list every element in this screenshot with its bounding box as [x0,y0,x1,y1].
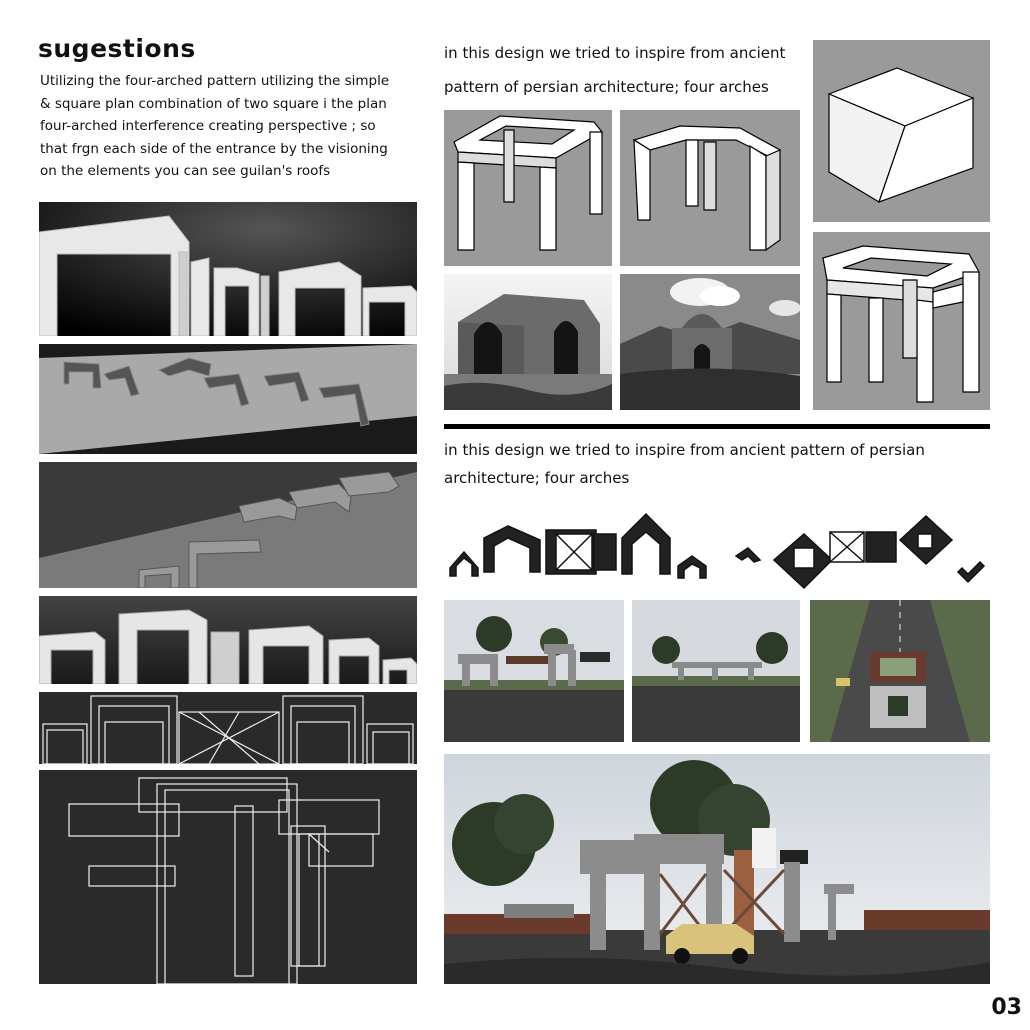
sketch-plan [39,770,417,984]
intro-line: Utilizing the four-arched pattern utilizing the simple [40,73,390,89]
render-gate-view-1 [444,600,624,742]
design-text-line: in this design we tried to inspire from ancient [444,44,786,62]
photo-ancient-chahartaqi-2 [620,274,800,410]
design-text-top [444,36,785,104]
photo-ancient-chahartaqi-1 [444,274,612,410]
design-text-line: in this design we tried to inspire from ancient pattern of persian [444,441,925,459]
section-divider [444,424,990,429]
intro-text [40,70,420,183]
page-title: sugestions [38,34,196,63]
design-text-middle [444,436,925,492]
render-arches-dark [39,202,417,336]
render-gate-main [444,754,990,984]
design-text-line: pattern of persian architecture; four arches [444,78,769,96]
model-frame-1 [444,110,612,266]
render-arches-diagonal [39,462,417,588]
render-arches-floor [39,344,417,454]
intro-line: that frgn each side of the entrance by the visioning [40,140,388,157]
sketch-elevation [39,692,417,764]
model-cube [813,40,990,222]
pattern-sketches [444,508,990,594]
intro-line: four-arched interference creating perspective ; so [40,118,376,134]
render-gate-view-2 [632,600,800,742]
design-text-line: architecture; four arches [444,469,630,487]
model-frame-2 [620,110,800,266]
render-arches-elevation [39,596,417,684]
render-gate-aerial [810,600,990,742]
intro-line: on the elements you can see guilan's roofs [40,163,331,179]
page-number: 03 [991,995,1022,1020]
intro-line: & square plan combination of two square i the plan [40,95,387,112]
model-four-arch-frame [813,232,990,410]
